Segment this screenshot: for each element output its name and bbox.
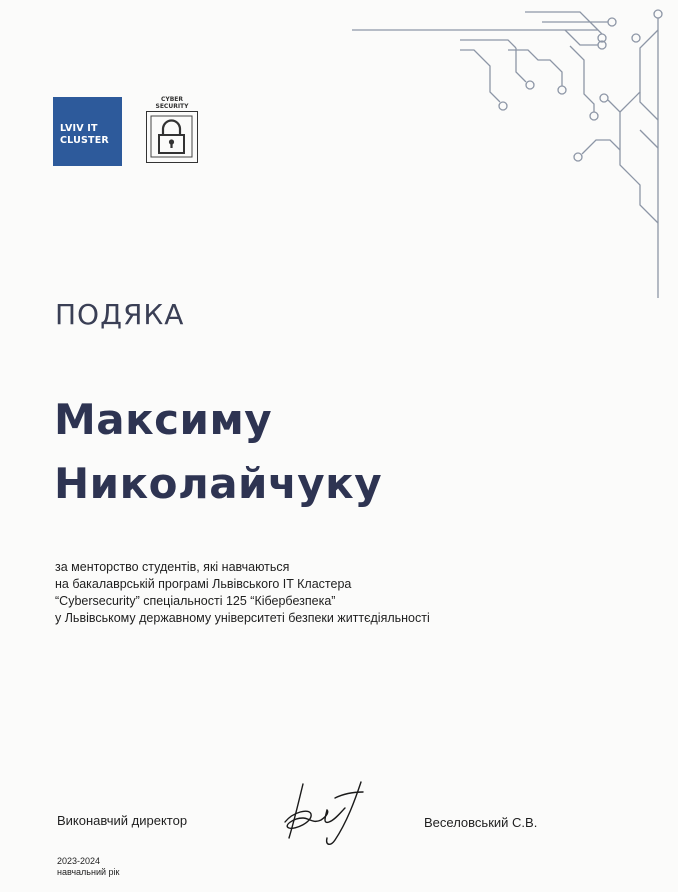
cyber-caption-line-1: CYBER — [160, 96, 184, 103]
academic-year — [57, 856, 119, 878]
logo-line-2: CLUSTER — [60, 135, 109, 146]
signer-name: Веселовський С.В. — [424, 815, 538, 830]
academic-year-label: навчальний рік — [57, 867, 120, 877]
description-line: у Львівському державному університеті безпеки життєдіяльності — [55, 611, 430, 625]
description-line: за менторство студентів, які навчаються — [55, 560, 290, 574]
cyber-caption-line-2: SECURITY — [155, 102, 189, 110]
academic-year-range: 2023-2024 — [57, 856, 101, 866]
recipient-name — [54, 388, 382, 516]
certificate-description — [55, 559, 430, 627]
description-line: “Cybersecurity” спеціальності 125 “Кібербезпека” — [55, 594, 336, 608]
handwritten-signature — [275, 778, 370, 848]
cyber-security-logo — [144, 97, 200, 167]
recipient-first-name: Максиму — [54, 395, 273, 444]
description-line: на бакалаврській програмі Львівського IT Кластера — [55, 577, 352, 591]
certificate-title: ПОДЯКА — [55, 298, 185, 331]
recipient-last-name: Николайчуку — [54, 459, 383, 508]
padlock-icon — [147, 112, 196, 161]
cyber-security-caption — [144, 97, 200, 110]
cyber-logo-frame — [146, 111, 198, 163]
logo-line-1: LVIV IT — [60, 123, 98, 134]
signer-role: Виконавчий директор — [57, 813, 188, 828]
circuit-decoration — [340, 0, 678, 300]
lviv-it-cluster-logo — [53, 97, 122, 166]
